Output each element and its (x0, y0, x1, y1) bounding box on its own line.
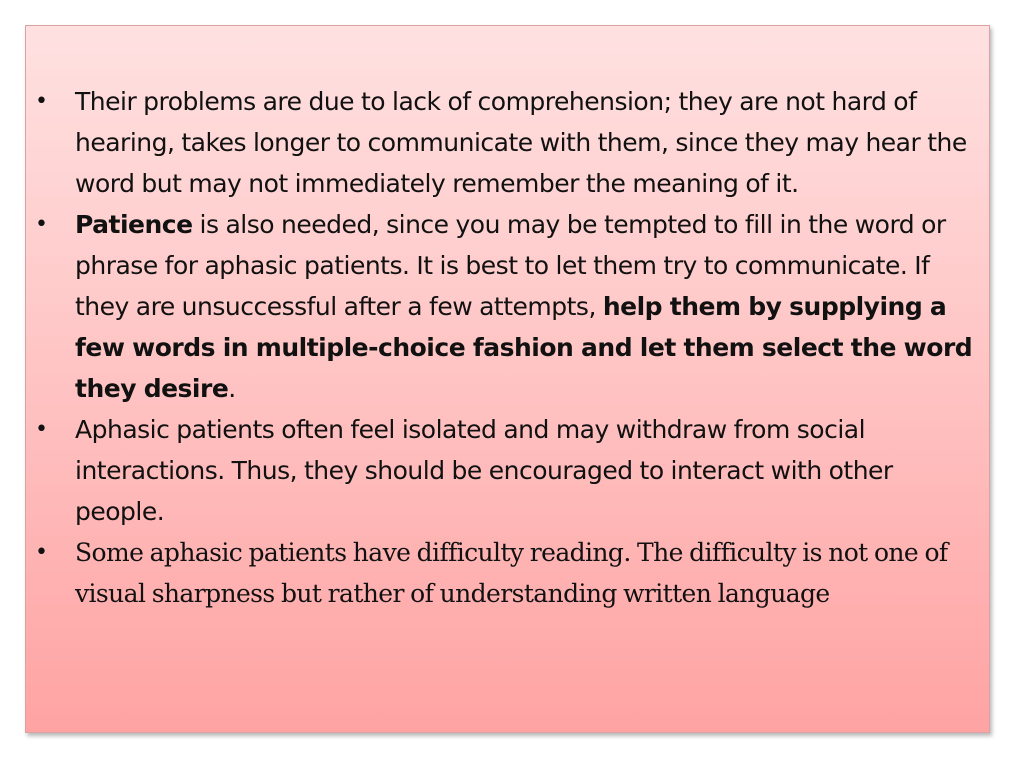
bullet-dot-icon: • (35, 540, 48, 565)
bullet-bold-lead: Patience (75, 210, 193, 239)
content-panel (25, 25, 990, 733)
bullet-list (26, 81, 991, 614)
bullet-item-patience (26, 204, 991, 409)
bullet-dot-icon: • (35, 212, 48, 237)
bullet-text: Some aphasic patients have difficulty reading. The difficulty is not one of visual sharpness but rather of understanding written language (75, 538, 948, 608)
bullet-text: is also needed, since you may be tempted to fill in the word or phrase for aphasic patients. It is best to let them try to communicate. If they are unsuccessful after a few attempts, (75, 210, 946, 321)
bullet-item-comprehension (26, 81, 991, 204)
bullet-bold-emphasis: help them by supplying a few words in multiple-choice fashion and let them select the word they desire (75, 292, 973, 403)
bullet-text: Their problems are due to lack of comprehension; they are not hard of hearing, takes longer to communicate with them, since they may hear the word but may not immediately remember the meaning of it. (75, 87, 967, 198)
bullet-item-reading (26, 532, 991, 614)
bullet-dot-icon: • (35, 417, 48, 442)
bullet-text: Aphasic patients often feel isolated and may withdraw from social interactions. Thus, they should be encouraged to interact with other people. (75, 415, 893, 526)
bullet-item-isolation (26, 409, 991, 532)
bullet-dot-icon: • (35, 89, 48, 114)
bullet-text-end: . (228, 374, 236, 403)
